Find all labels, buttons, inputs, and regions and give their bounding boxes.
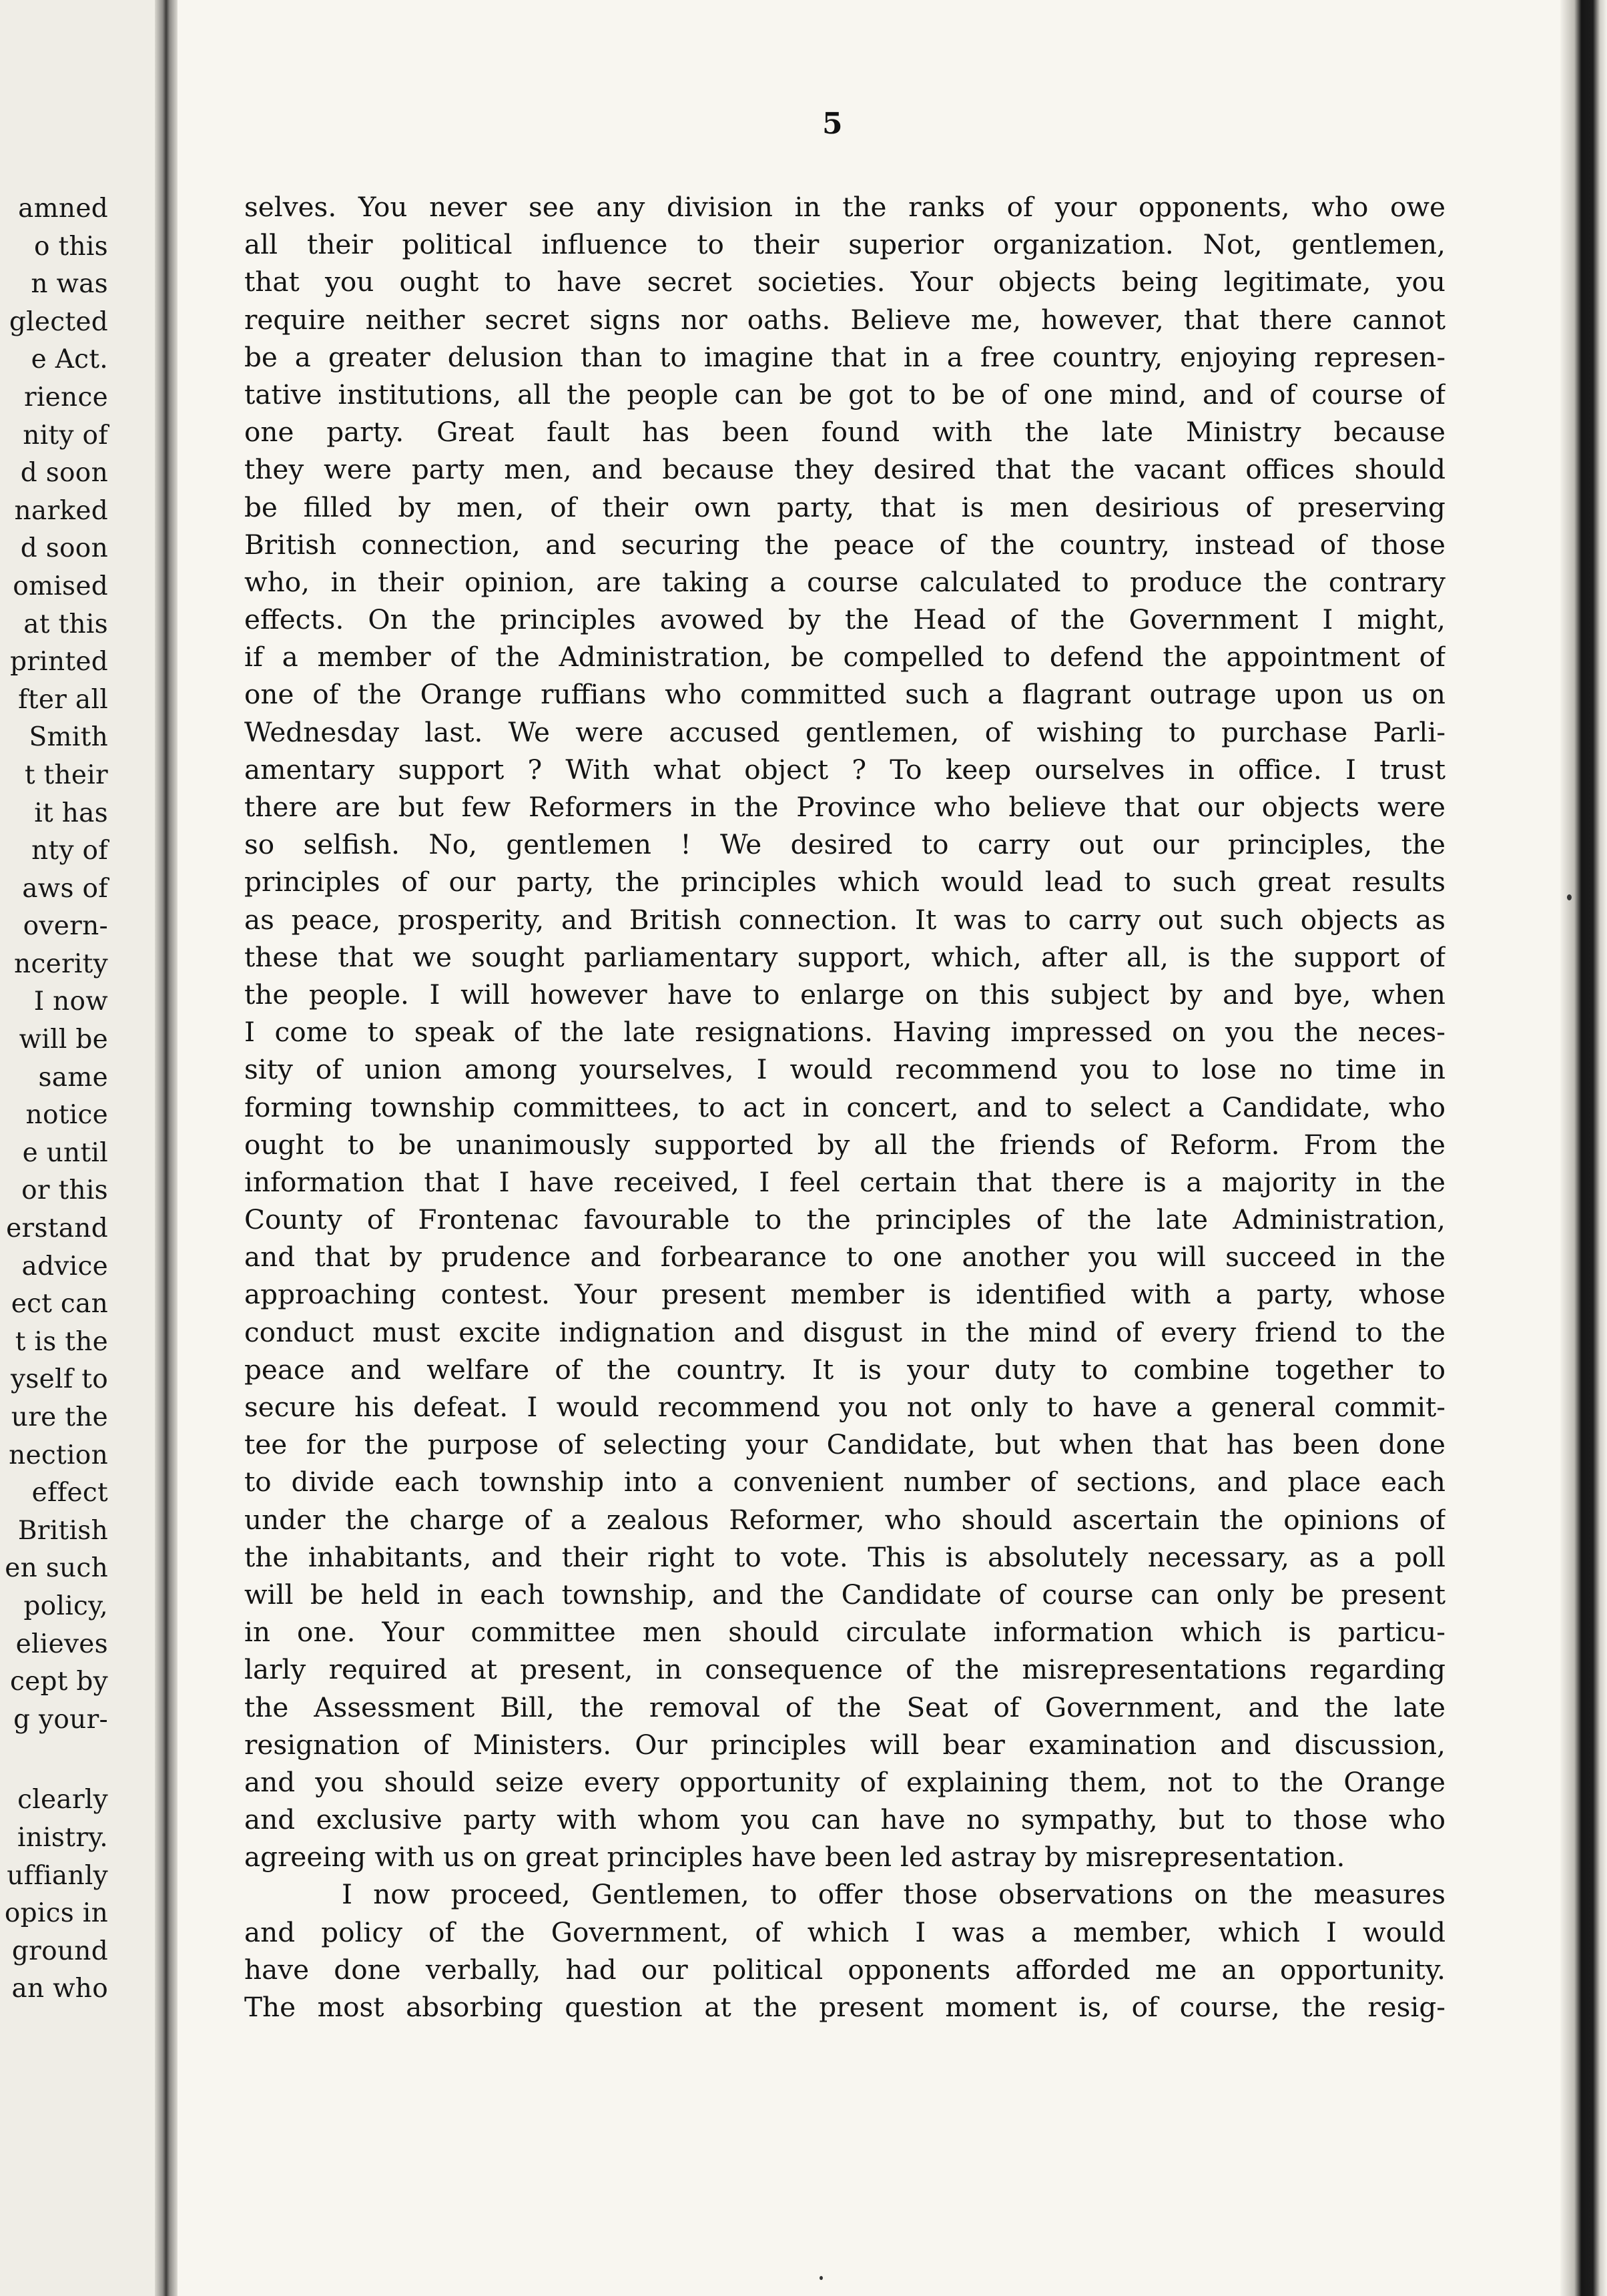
text-line: the people. I will however have to enlarge on this subject by and bye, when <box>244 978 1445 1011</box>
facing-page-line: nity of <box>23 420 108 451</box>
text-line: forming township committees, to act in concert, and to select a Candidate, who <box>244 1091 1445 1123</box>
facing-page-line: ground <box>11 1936 108 1966</box>
text-line: and that by prudence and forbearance to one another you will succeed in the <box>244 1241 1445 1273</box>
facing-page-line: rience <box>23 382 108 412</box>
text-line: approaching contest. Your present member is identified with a party, whose <box>244 1278 1445 1311</box>
facing-page-line: ure the <box>11 1402 108 1432</box>
text-line: they were party men, and because they desired that the vacant offices should <box>244 453 1445 486</box>
facing-page-line: I now <box>33 986 108 1017</box>
text-line: have done verbally, had our political opponents afforded me an opportunity. <box>244 1953 1445 1986</box>
facing-page-line: inistry. <box>17 1822 108 1853</box>
text-line: the Assessment Bill, the removal of the Seat of Government, and the late <box>244 1691 1445 1723</box>
text-line: tee for the purpose of selecting your Candidate, but when that has been done <box>244 1428 1445 1461</box>
text-line: tative institutions, all the people can be got to be of one mind, and of course of <box>244 378 1445 410</box>
facing-page-line: an who <box>11 1974 108 2004</box>
facing-page-line: e until <box>22 1137 108 1168</box>
paragraph-gap <box>0 1739 108 1781</box>
facing-page-line: yself to <box>11 1364 108 1395</box>
facing-page-line: British <box>17 1515 108 1546</box>
facing-page-line: policy, <box>23 1591 108 1621</box>
text-line: conduct must excite indignation and disgust in the mind of every friend to the <box>244 1316 1445 1348</box>
facing-page-line: overn- <box>23 911 108 942</box>
page-edge <box>1560 0 1607 2296</box>
facing-page-line: cept by <box>9 1667 108 1697</box>
text-line: and policy of the Government, of which I was a member, which I would <box>244 1916 1445 1948</box>
facing-page-line: nection <box>9 1440 108 1470</box>
text-line: selves. You never see any division in the ranks of your opponents, who owe <box>244 191 1445 223</box>
facing-page-line: same <box>38 1062 108 1093</box>
facing-page-line: glected <box>9 306 108 337</box>
facing-page-line: omised <box>13 571 108 601</box>
text-line: ought to be unanimously supported by all the friends of Reform. From the <box>244 1128 1445 1161</box>
facing-page-line: it has <box>34 798 108 828</box>
book-gutter <box>155 0 178 2296</box>
facing-page-line: will be <box>19 1025 108 1055</box>
text-line: I now proceed, Gentlemen, to offer those observations on the measures <box>342 1878 1445 1911</box>
text-line: the inhabitants, and their right to vote. This is absolutely necessary, as a poll <box>244 1540 1445 1573</box>
facing-page-line: opics in <box>4 1898 108 1929</box>
text-line: be filled by men, of their own party, that is men desirious of preserving <box>244 491 1445 523</box>
text-line: so selfish. No, gentlemen ! We desired to carry out our principles, the <box>244 828 1445 861</box>
facing-page-line: nty of <box>31 836 108 866</box>
text-line: require neither secret signs nor oaths. Believe me, however, that there cannot <box>244 303 1445 336</box>
text-line: be a greater delusion than to imagine that in a free country, enjoying represen- <box>244 340 1445 373</box>
facing-page-line: effect <box>31 1478 108 1508</box>
facing-page-text <box>0 190 108 2008</box>
page-number: 5 <box>822 107 843 141</box>
facing-page-line: o this <box>34 231 108 262</box>
facing-page-line: t is the <box>15 1326 108 1357</box>
facing-page-line: amned <box>18 194 108 224</box>
print-speck <box>1567 894 1572 900</box>
facing-page-line: clearly <box>17 1785 108 1815</box>
text-line: and exclusive party with whom you can have no sympathy, but to those who <box>244 1803 1445 1836</box>
facing-page-line: d soon <box>20 458 108 489</box>
text-line: if a member of the Administration, be compelled to defend the appointment of <box>244 641 1445 673</box>
text-line: larly required at present, in consequence of the misrepresentations regarding <box>244 1653 1445 1686</box>
text-line: as peace, prosperity, and British connection. It was to carry out such objects as <box>244 903 1445 936</box>
text-line: one party. Great fault has been found with the late Ministry because <box>244 416 1445 449</box>
text-line: these that we sought parliamentary support, which, after all, is the support of <box>244 940 1445 973</box>
text-line: Wednesday last. We were accused gentlemen, of wishing to purchase Parli- <box>244 715 1445 748</box>
facing-page-line: fter all <box>18 684 108 715</box>
text-line: who, in their opinion, are taking a course calculated to produce the contrary <box>244 565 1445 598</box>
facing-page-line: n was <box>31 269 108 300</box>
text-line: to divide each township into a convenient number of sections, and place each <box>244 1466 1445 1498</box>
print-speck <box>820 2276 823 2280</box>
facing-page-fragment <box>0 0 155 2296</box>
text-line: information that I have received, I feel certain that there is a majority in the <box>244 1165 1445 1198</box>
text-line: will be held in each township, and the Candidate of course can only be present <box>244 1578 1445 1611</box>
text-line: amentary support ? With what object ? To keep ourselves in office. I trust <box>244 753 1445 786</box>
facing-page-line: ect can <box>11 1289 108 1320</box>
facing-page-line: advice <box>21 1251 108 1281</box>
facing-page-line: ncerity <box>14 948 108 979</box>
facing-page-line: g your- <box>13 1704 108 1735</box>
facing-page-line: or this <box>21 1175 108 1206</box>
text-line: one of the Orange ruffians who committed such a flagrant outrage upon us on <box>244 678 1445 711</box>
text-line: and you should seize every opportunity of explaining them, not to the Orange <box>244 1765 1445 1798</box>
text-line: in one. Your committee men should circulate information which is particu- <box>244 1616 1445 1649</box>
text-line: effects. On the principles avowed by the Head of the Government I might, <box>244 603 1445 636</box>
facing-page-line: erstand <box>6 1213 108 1244</box>
text-line: peace and welfare of the country. It is your duty to combine together to <box>244 1353 1445 1386</box>
text-line: that you ought to have secret societies. Your objects being legitimate, you <box>244 266 1445 298</box>
facing-page-line: at this <box>23 609 108 639</box>
text-line: secure his defeat. I would recommend you not only to have a general commit- <box>244 1391 1445 1423</box>
text-line: under the charge of a zealous Reformer, who should ascertain the opinions of <box>244 1503 1445 1536</box>
text-line: British connection, and securing the peace of the country, instead of those <box>244 528 1445 561</box>
facing-page-line: Smith <box>29 722 108 753</box>
text-line: resignation of Ministers. Our principles will bear examination and discussion, <box>244 1728 1445 1761</box>
facing-page-line: printed <box>9 647 108 677</box>
facing-page-line: t their <box>24 760 108 790</box>
text-line: all their political influence to their superior organization. Not, gentlemen, <box>244 228 1445 261</box>
facing-page-line: notice <box>25 1100 108 1131</box>
text-line: agreeing with us on great principles have been led astray by misrepresentation. <box>244 1841 1345 1874</box>
body-text <box>244 188 1445 2026</box>
text-line: there are but few Reformers in the Province who believe that our objects were <box>244 791 1445 823</box>
text-line: principles of our party, the principles which would lead to such great results <box>244 866 1445 898</box>
facing-page-line: en such <box>5 1553 108 1584</box>
text-line: I come to speak of the late resignations. Having impressed on you the neces- <box>244 1016 1445 1049</box>
text-line: The most absorbing question at the present moment is, of course, the resig- <box>244 1991 1445 2023</box>
facing-page-line: elieves <box>15 1629 108 1659</box>
facing-page-line: d soon <box>20 533 108 564</box>
facing-page-line: e Act. <box>31 344 108 375</box>
facing-page-line: narked <box>14 495 108 526</box>
facing-page-line: uffianly <box>7 1860 108 1891</box>
facing-page-line: aws of <box>22 873 108 904</box>
text-line: sity of union among yourselves, I would recommend you to lose no time in <box>244 1053 1445 1086</box>
text-line: County of Frontenac favourable to the principles of the late Administration, <box>244 1203 1445 1236</box>
